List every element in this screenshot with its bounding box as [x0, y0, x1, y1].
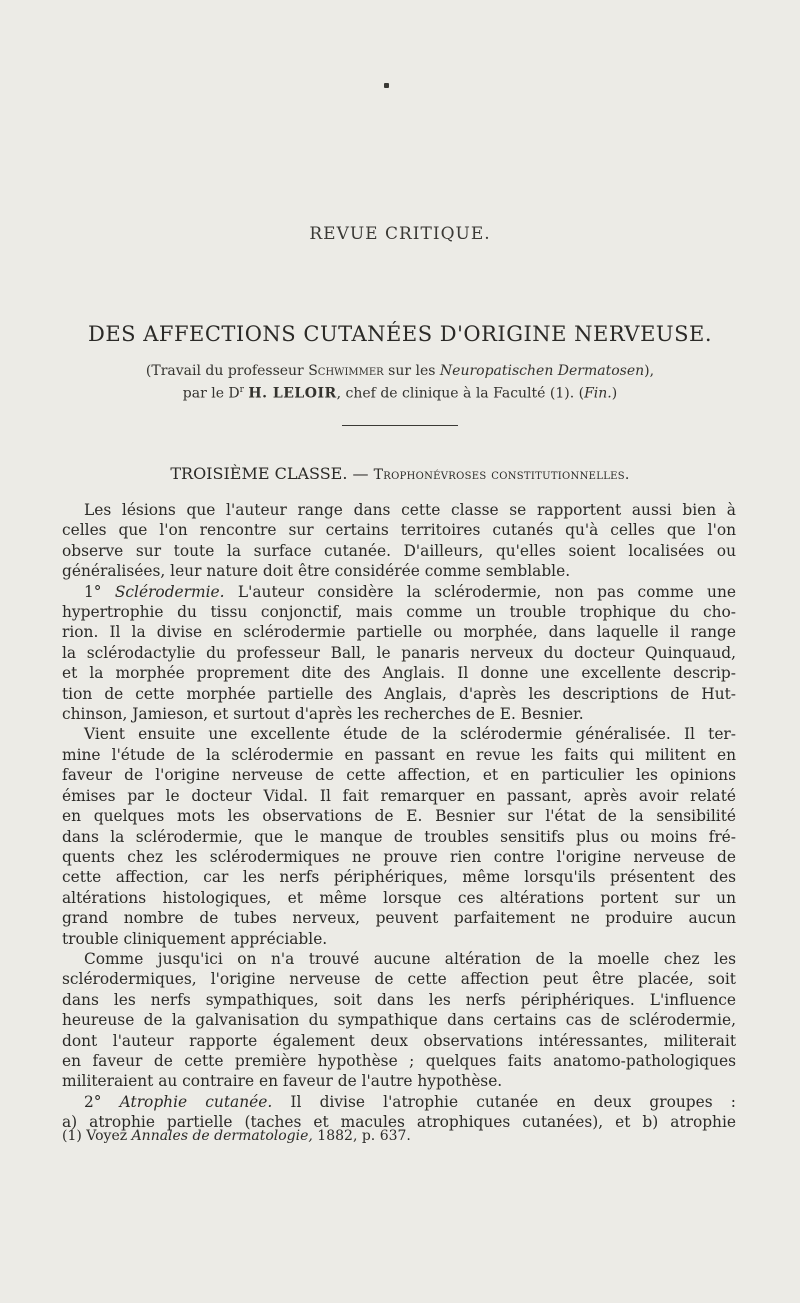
- byline-text: par le D: [182, 385, 240, 402]
- text-line: grand nombre de tubes nerveux, peuvent parfaitement ne produire aucun: [62, 909, 736, 928]
- text-line: Vient ensuite une excellente étude de la sclérodermie généralisée. Il ter-: [84, 725, 736, 744]
- byline-text: (Travail du professeur: [145, 363, 309, 379]
- text-line: dans les nerfs sympathiques, soit dans les nerfs périphériques. L'influence: [62, 990, 736, 1009]
- text-line: observe sur toute la surface cutanée. D'ailleurs, qu'elles soient localisées ou: [62, 541, 736, 560]
- body-text: [62, 500, 736, 1133]
- byline-text: , chef de clinique à la Faculté (1). (: [336, 385, 585, 402]
- text-line: quents chez les sclérodermiques ne prouve rien contre l'origine nerveuse de: [62, 847, 736, 866]
- section-term: Atrophie cutanée.: [119, 1092, 273, 1111]
- section-number: 2°: [84, 1092, 120, 1111]
- article-title: DES AFFECTIONS CUTANÉES D'ORIGINE NERVEUSE.: [87, 322, 712, 346]
- class-heading: [0, 464, 800, 483]
- text-line: rion. Il la divise en sclérodermie partielle ou morphée, dans laquelle il range: [62, 623, 736, 642]
- byline-text: sur les: [383, 363, 440, 379]
- text-line: en quelques mots les observations de E. Besnier sur l'état de la sensibilité: [62, 807, 736, 826]
- text-line-content: Il divise l'atrophie cutanée en deux groupes :: [272, 1092, 736, 1111]
- fin-label: Fin.: [584, 385, 612, 402]
- separator-rule: [342, 425, 458, 426]
- text-line: hypertrophie du tissu conjonctif, mais comme un trouble trophique du cho-: [62, 603, 736, 622]
- class-heading-sub: Trophonévroses constitutionnelles.: [373, 467, 630, 483]
- byline-line-1: [70, 362, 730, 381]
- text-line: Comme jusqu'ici on n'a trouvé aucune altération de la moelle chez les: [84, 949, 736, 968]
- text-line: dont l'auteur rapporte également deux observations intéressantes, militerait: [62, 1031, 736, 1050]
- text-line: faveur de l'origine nerveuse de cette affection, et en particulier les opinions: [62, 766, 736, 785]
- text-line: en faveur de cette première hypothèse ; quelques faits anatomo-pathologiques: [62, 1051, 736, 1070]
- section-title: REVUE CRITIQUE.: [309, 224, 491, 244]
- paragraph: [62, 500, 736, 582]
- text-line-content: L'auteur considère la sclérodermie, non pas comme une: [224, 582, 736, 601]
- footnote-journal: Annales de dermatologie,: [131, 1128, 313, 1144]
- text-line: cette affection, car les nerfs périphériques, même lorsqu'ils présentent des: [62, 868, 736, 887]
- text-line: tion de cette morphée partielle des Anglais, d'après les descriptions de Hut-: [62, 684, 736, 703]
- section-number: 1°: [84, 582, 115, 601]
- text-line: chinson, Jamieson, et surtout d'après les recherches de E. Besnier.: [62, 705, 584, 724]
- text-line: et la morphée proprement dite des Anglais. Il donne une excellente descrip-: [62, 664, 736, 683]
- footnote: [62, 1128, 736, 1144]
- text-line: trouble cliniquement appréciable.: [62, 929, 328, 948]
- byline: [70, 362, 730, 404]
- text-line: celles que l'on rencontre sur certains territoires cutanés qu'à celles que l'on: [62, 521, 736, 540]
- printer-mark: [384, 83, 389, 88]
- paragraph: [62, 582, 736, 725]
- text-line: mine l'étude de la sclérodermie en passant en revue les faits qui militent en: [62, 745, 736, 764]
- footnote-text: 1882, p. 637.: [312, 1128, 411, 1144]
- byline-line-2: [70, 381, 730, 404]
- byline-text: ): [611, 385, 618, 402]
- byline-text: ),: [644, 363, 655, 379]
- text-line: émises par le docteur Vidal. Il fait remarquer en passant, après avoir relaté: [62, 786, 736, 805]
- text-line: altérations histologiques, et même lorsque ces altérations portent sur un: [62, 888, 736, 907]
- text-line: dans la sclérodermie, que le manque de troubles sensitifs plus ou moins fré-: [62, 827, 736, 846]
- byline-superscript: r: [239, 385, 244, 395]
- text-line: militeraient au contraire en faveur de l'autre hypothèse.: [62, 1072, 503, 1091]
- paragraph: [62, 724, 736, 948]
- text-line: a) atrophie partielle (taches et macules atrophiques cutanées), et b) atrophie: [62, 1113, 736, 1132]
- text-line: la sclérodactylie du professeur Ball, le panaris nerveux du docteur Quinquaud,: [62, 643, 736, 662]
- footnote-text: (1) Voyez: [62, 1128, 132, 1144]
- class-heading-main: TROISIÈME CLASSE. —: [170, 464, 374, 483]
- text-line: généralisées, leur nature doit être considérée comme semblable.: [62, 562, 571, 581]
- paragraph: [62, 949, 736, 1092]
- work-title: Neuropatischen Dermatosen: [439, 363, 645, 379]
- text-line: Les lésions que l'auteur range dans cette classe se rapportent aussi bien à: [84, 501, 736, 519]
- text-line: heureuse de la galvanisation du sympathique dans certains cas de sclérodermie,: [62, 1011, 736, 1030]
- text-line: sclérodermiques, l'origine nerveuse de cette affection peut être placée, soit: [62, 970, 736, 989]
- paragraph: [62, 1092, 736, 1133]
- author-name: Schwimmer: [308, 363, 384, 379]
- text-line: [62, 582, 736, 602]
- section-term: Sclérodermie.: [114, 582, 225, 601]
- text-line: [62, 1092, 736, 1112]
- translator-name: H. LELOIR: [248, 385, 337, 402]
